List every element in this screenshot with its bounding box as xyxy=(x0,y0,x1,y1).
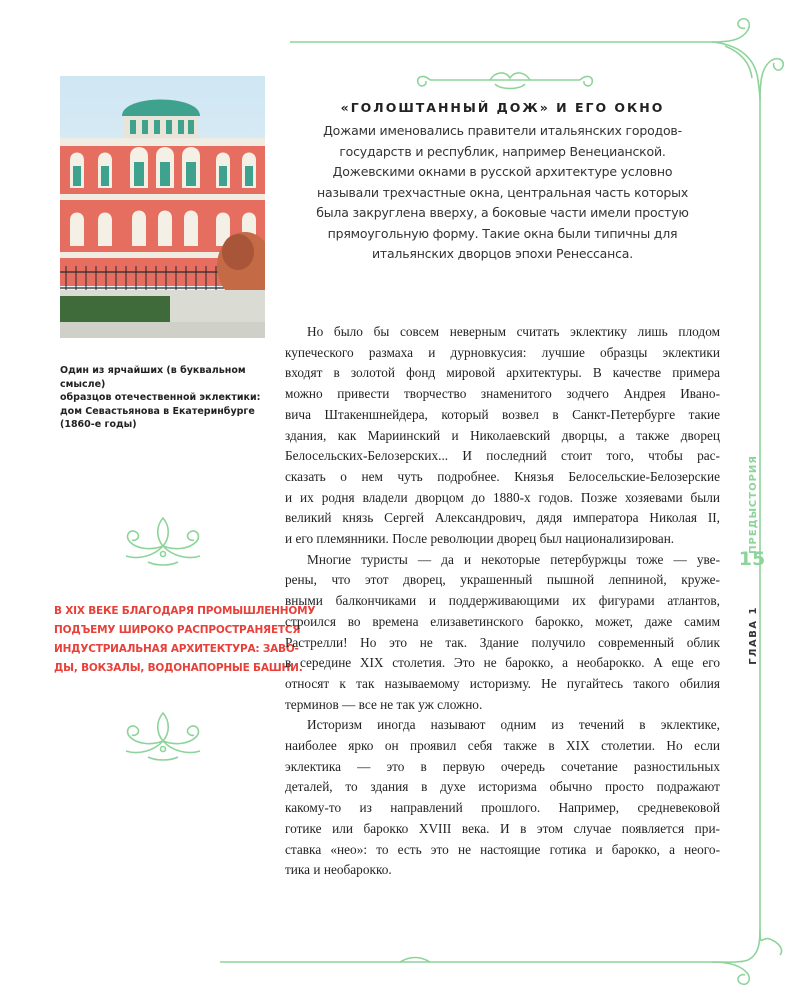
section-label: ПРЕДЫСТОРИЯ xyxy=(748,455,759,554)
body-line: сказать о нем чуть подробнее. Князья Белосельские-Белозерские xyxy=(285,468,720,484)
body-line: рены, что этот дворец, украшенный пышной лепниной, круже- xyxy=(285,572,720,588)
body-line: великий князь Сергей Александрович, дядя императора Николая II, xyxy=(285,510,720,526)
caption-line: Один из ярчайших (в буквальном смысле) xyxy=(60,365,246,390)
body-line: и его племянники. После революции дворец был национализирован. xyxy=(285,531,675,547)
body-line: вича Штакеншнейдера, который возвел в Санкт-Петербурге такие xyxy=(285,406,720,422)
box-line: итальянских дворцов эпохи Ренессанса. xyxy=(371,246,634,261)
industrial-architecture-callout xyxy=(54,602,316,678)
box-line: была закруглена вверху, а боковые части имели простую xyxy=(316,205,689,220)
callout-line: ИНДУСТРИАЛЬНАЯ АРХИТЕКТУРА: ЗАВО- xyxy=(54,643,299,655)
box-text xyxy=(290,121,715,265)
body-line: купеческого размаха и дурновкусия: лучшие образцы эклектики xyxy=(285,344,720,360)
chapter-label: ГЛАВА 1 xyxy=(748,606,759,665)
body-line: в середине XIX столетия. Это не барокко, а необарокко. А еще его xyxy=(285,655,720,671)
body-line: Историзм иногда называют одним из течений в эклектике, xyxy=(307,717,720,733)
caption-line: образцов отечественной эклектики: xyxy=(60,392,261,403)
caption-line: дом Севастьянова в Екатеринбурге xyxy=(60,405,255,417)
body-line: терминов — все не так уж сложно. xyxy=(285,696,483,712)
box-line: прямоугольную форму. Такие окна были типичны для xyxy=(327,225,678,241)
page-number: 15 xyxy=(738,548,766,570)
body-line: тика и необарокко. xyxy=(285,862,392,878)
floral-ornament-icon xyxy=(108,510,218,580)
callout-line: В XIX ВЕКЕ БЛАГОДАРЯ ПРОМЫШЛЕННОМУ xyxy=(54,605,316,617)
body-line: строился во времена елизаветинского барокко, может, даже самим xyxy=(285,613,720,629)
body-line: Белосельских-Белозерских... И последний стоит того, чтобы рас- xyxy=(285,448,720,464)
callout-line: ДЫ, ВОКЗАЛЫ, ВОДОНАПОРНЫЕ БАШНИ. xyxy=(54,662,303,674)
building-photo xyxy=(60,76,265,338)
body-line: вными балкончиками и поддерживающими их фигурами атлантов, xyxy=(285,593,720,609)
box-line: называли трехчастные окна, центральная часть которых xyxy=(316,184,689,200)
body-line: готике или барокко XVIII века. И в этом случае появляется при- xyxy=(285,820,720,836)
body-line: наиболее ярко он проявил себя также в XIX столетии. Но если xyxy=(285,738,720,754)
box-title: «ГОЛОШТАННЫЙ ДОЖ» И ЕГО ОКНО xyxy=(340,100,665,115)
body-line: входят в золотой фонд мировой архитектуры. В качестве примера xyxy=(285,365,720,381)
body-line: относят к так называемому историзму. Не пугайтесь такого обилия xyxy=(285,675,720,691)
body-line: ставка «нео»: то есть это не настоящие готика и барокко, а неого- xyxy=(285,841,720,857)
photo-caption xyxy=(60,364,270,432)
body-line: и их родня владели дворцом до 1880-х годов. Позже хозяевами были xyxy=(285,489,720,505)
body-line: Растрелли! Но это не так. Здание получило современный облик xyxy=(285,634,720,650)
body-line: здания, как Мариинский и Николаевский дворцы, а также дворец xyxy=(285,427,720,443)
body-line: Но было бы совсем неверным считать эклектику лишь плодом xyxy=(307,324,720,339)
box-line: Дожами именовались правители итальянских городов- xyxy=(323,123,682,138)
box-line: Дожевскими окнами в русской архитектуре условно xyxy=(332,164,673,179)
floral-ornament-icon xyxy=(108,705,218,775)
body-line: Многие туристы — да и некоторые петербуржцы тоже — уве- xyxy=(307,551,720,567)
body-text xyxy=(285,322,720,881)
body-line: деталей, то здания в духе историзма обычно просто подражают xyxy=(285,779,720,795)
body-line: эклектика — это в первую очередь сочетание разностильных xyxy=(285,758,720,774)
caption-line: (1860-е годы) xyxy=(60,419,137,430)
body-line: какому-то из направлений прошлого. Например, средневековой xyxy=(285,800,720,816)
body-line: можно привести творчество знаменитого зодчего Андрея Ивано- xyxy=(285,386,720,402)
callout-line: ПОДЪЕМУ ШИРОКО РАСПРОСТРАНЯЕТСЯ xyxy=(54,624,301,636)
sevastyanov-house-image xyxy=(60,76,265,338)
box-line: государств и республик, например Венецианской. xyxy=(339,143,666,159)
